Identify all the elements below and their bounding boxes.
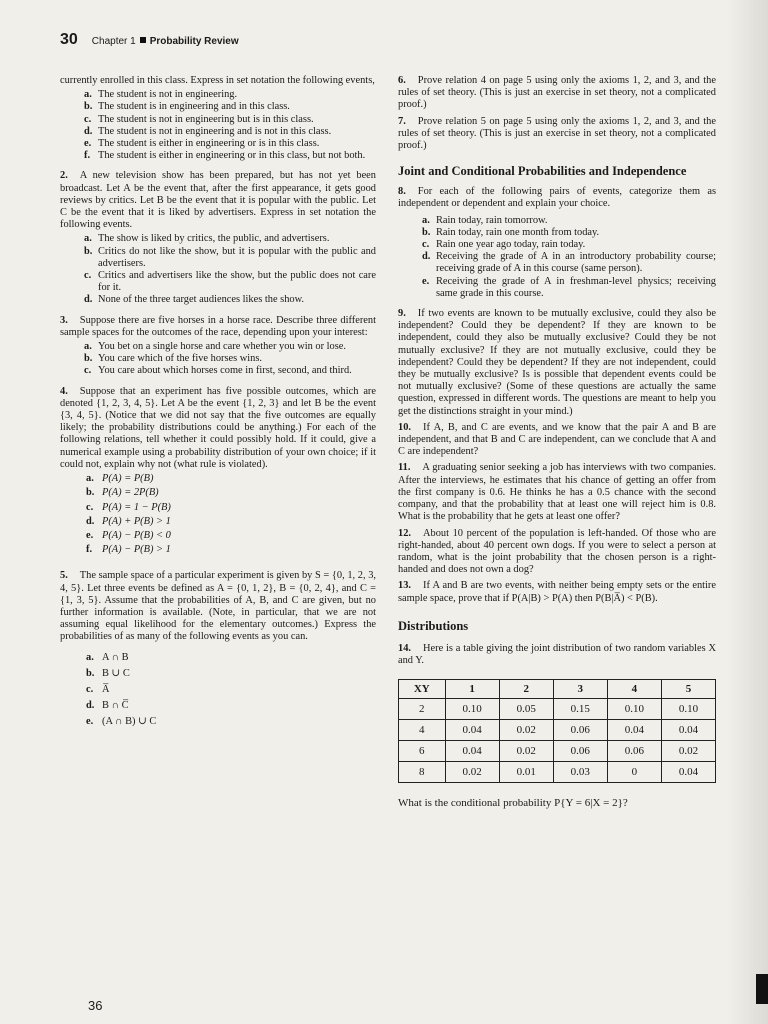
item-label: c. — [84, 365, 92, 377]
table-cell: 0.04 — [607, 720, 661, 741]
table-cell: 6 — [399, 741, 446, 762]
table-cell: 0.02 — [661, 741, 715, 762]
item-text: A ∩ B — [102, 651, 129, 663]
chapter-title: Probability Review — [149, 36, 239, 47]
list-item — [60, 101, 376, 113]
table-cell: 0.05 — [499, 699, 553, 720]
item-label: d. — [84, 125, 93, 137]
list-item — [60, 233, 376, 245]
problem-number: 10. — [398, 421, 411, 433]
list-item — [60, 341, 376, 353]
list-item — [60, 684, 376, 696]
item-text: A̅ — [102, 683, 110, 695]
table-header-cell: 5 — [661, 680, 715, 699]
item-text: You bet on a single horse and care whether you win or lose. — [98, 341, 346, 353]
item-text: Rain one year ago today, rain today. — [436, 239, 586, 251]
scan-corner-mark — [756, 974, 768, 1004]
list-item — [60, 473, 376, 485]
item-label: f. — [84, 150, 91, 162]
problem-number: 5. — [60, 570, 68, 582]
problem-13 — [398, 580, 716, 604]
item-label: a. — [84, 341, 92, 353]
problem-1-intro: currently enrolled in this class. Express in set notation the following events, — [60, 75, 375, 86]
table-cell: 2 — [399, 699, 446, 720]
running-header — [60, 31, 239, 49]
problem-10 — [398, 422, 716, 459]
table-header-cell: 1 — [445, 680, 499, 699]
list-item — [60, 502, 376, 514]
list-item — [60, 668, 376, 680]
problem-number: 11. — [398, 462, 411, 474]
item-label: f. — [86, 544, 93, 556]
problem-number: 4. — [60, 385, 68, 397]
table-cell: 0.06 — [553, 741, 607, 762]
table-header-row — [399, 680, 716, 699]
square-bullet-icon — [140, 37, 146, 43]
table-cell: 0.06 — [553, 720, 607, 741]
list-item — [60, 652, 376, 664]
table-cell: 0.04 — [661, 762, 715, 783]
table-cell: 0.10 — [607, 699, 661, 720]
problem-text: Suppose that an experiment has five possible outcomes, which are denoted {1, 2, 3, 4, 5}. Let A be the event {1, 2, 3} and let B be the event {3, 4, 5}. (Notice that we did not say that the five outcomes are equally likely; the probability distributions could be anything.) For each of the following relations, tell whether it could possibly hold. If it could, give a numerical example using a probability distribution of your own choice; if it could not, explain why not (what rule is violated). — [60, 385, 376, 470]
table-cell: 0.03 — [553, 762, 607, 783]
table-cell: 0.04 — [661, 720, 715, 741]
problem-number: 6. — [398, 75, 406, 86]
item-text: B ∩ C̅ — [102, 700, 129, 712]
item-label: c. — [86, 683, 94, 695]
item-text: P(A) − P(B) > 1 — [102, 544, 171, 556]
table-header-cell: 3 — [553, 680, 607, 699]
problem-7 — [398, 116, 716, 153]
item-text: The student is not in engineering. — [98, 89, 238, 101]
problem-number: 7. — [398, 115, 406, 127]
item-text: Critics do not like the show, but it is popular with the public and advertisers. — [98, 245, 376, 269]
item-label: b. — [86, 487, 95, 499]
list-item — [398, 276, 716, 300]
problem-6 — [398, 75, 716, 112]
item-text: P(A) − P(B) < 0 — [102, 529, 171, 541]
table-row — [399, 699, 716, 720]
list-item — [60, 487, 376, 499]
table-cell: 0.10 — [445, 699, 499, 720]
list-item — [60, 365, 376, 377]
problem-text: A graduating senior seeking a job has interviews with two companies. After the interviews, he estimates that his chance of getting an offer from the first company is 0.6. He thinks he has a 0.5 chance with the second company, and that the probability that at least one will reject him is 0.8. What is the probability that he gets at least one offer? — [398, 462, 716, 523]
list-item — [60, 294, 376, 306]
problem-text: Suppose there are five horses in a horse race. Describe three different sample spaces for the outcomes of the race, depending upon your interest: — [60, 314, 376, 338]
list-item — [60, 89, 376, 101]
list-item — [60, 700, 376, 712]
item-text: P(A) = P(B) — [102, 473, 154, 485]
problem-number: 13. — [398, 580, 411, 592]
table-cell: 0.04 — [445, 741, 499, 762]
item-label: e. — [86, 529, 94, 541]
list-item — [60, 114, 376, 126]
problem-8-items — [398, 215, 716, 300]
problem-5-items — [60, 652, 376, 729]
list-item — [398, 239, 716, 251]
item-label: c. — [86, 501, 94, 513]
right-column — [398, 75, 716, 809]
table-cell: 0.02 — [445, 762, 499, 783]
problem-4-items — [60, 473, 376, 556]
item-label: b. — [84, 353, 93, 365]
problem-number: 14. — [398, 642, 411, 654]
item-label: c. — [422, 239, 430, 251]
problem-text: About 10 percent of the population is left-handed. Of those who are right-handed, about 40 percent own dogs. If you were to select a person at random, what is the joint probability that the chosen person is a right-handed and does not own a dog? — [398, 527, 716, 576]
list-item — [60, 544, 376, 556]
left-column — [60, 75, 376, 729]
problem-5 — [60, 570, 376, 643]
item-text: P(A) = 1 − P(B) — [102, 501, 171, 513]
list-item — [398, 215, 716, 227]
item-label: e. — [86, 716, 94, 728]
problem-text: Here is a table giving the joint distribution of two random variables X and Y. — [398, 642, 716, 666]
problem-9 — [398, 308, 716, 418]
page-number: 30 — [60, 31, 78, 48]
table-cell: 0 — [607, 762, 661, 783]
item-text: Rain today, rain one month from today. — [436, 226, 600, 238]
item-text: You care which of the five horses wins. — [98, 353, 263, 365]
problem-4 — [60, 386, 376, 471]
problem-text: If A and B are two events, with neither being empty sets or the entire sample space, prove that if P(A|B) > P(A) then P(B|A̅) < P(B). — [398, 580, 716, 604]
item-label: e. — [84, 138, 92, 150]
table-header-cell: 4 — [607, 680, 661, 699]
item-label: b. — [84, 101, 93, 113]
item-label: b. — [84, 245, 93, 257]
table-header-cell: XY — [399, 680, 446, 699]
table-cell: 0.10 — [661, 699, 715, 720]
item-label: a. — [84, 233, 92, 245]
problem-3-items — [60, 341, 376, 378]
problem-3 — [60, 315, 376, 339]
problem-2-items — [60, 233, 376, 306]
problem-text: Prove relation 4 on page 5 using only the axioms 1, 2, and 3, and the rules of set theory. (This is just an exercise in set theory, not a complicated proof.) — [398, 75, 716, 111]
section-heading-distributions: Distributions — [398, 618, 469, 633]
problem-text: For each of the following pairs of events, categorize them as independent or dependent and explain your choice. — [398, 186, 716, 210]
item-text: The student is either in engineering or is in this class. — [98, 138, 320, 150]
problem-number: 8. — [398, 186, 406, 198]
problem-text: If two events are known to be mutually exclusive, could they also be independent? Could they be dependent? If they are known to be independent, could they also be mutually exclusive? Could they be not mutually exclusive? If they are not mutually exclusive, could they be independent? Could they be dependent? If they are not independent, could they be mutually exclusive? Is is possible that dependent events could be not mutually exclusive? (Some of these questions are actually the same question, expressed in different words. The questions are meant to help you get the distinctions straight in your mind.) — [398, 308, 716, 417]
item-text: Receiving the grade of A in freshman-level physics; receiving same grade in this course. — [436, 275, 716, 299]
list-item — [60, 150, 376, 162]
table-cell: 0.15 — [553, 699, 607, 720]
item-label: d. — [84, 294, 93, 306]
table-row — [399, 741, 716, 762]
chapter-text: Chapter 1 — [91, 36, 136, 47]
item-text: Critics and advertisers like the show, but the public does not care for it. — [98, 270, 376, 294]
joint-distribution-table — [398, 679, 716, 783]
table-cell: 0.06 — [607, 741, 661, 762]
table-cell: 8 — [399, 762, 446, 783]
problem-text: If A, B, and C are events, and we know that the pair A and B are independent, and that B and C are independent, can we conclude that A and C are independent? — [398, 421, 716, 458]
item-label: a. — [422, 214, 430, 226]
problem-8 — [398, 186, 716, 210]
item-label: c. — [84, 113, 92, 125]
problem-2 — [60, 170, 376, 231]
item-text: None of the three target audiences likes the show. — [98, 294, 305, 306]
problem-number: 9. — [398, 308, 406, 320]
problem-text: Prove relation 5 on page 5 using only the axioms 1, 2, and 3, and the rules of set theory. (This is just an exercise in set theory, not a complicated proof.) — [398, 115, 716, 152]
list-item — [398, 227, 716, 239]
table-row — [399, 720, 716, 741]
item-text: P(A) = 2P(B) — [102, 487, 159, 499]
list-item — [60, 126, 376, 138]
item-text: The student is in engineering and in this class. — [98, 101, 290, 113]
list-item — [60, 530, 376, 542]
list-item — [60, 716, 376, 728]
item-label: d. — [86, 515, 95, 527]
problem-number: 2. — [60, 170, 68, 182]
item-label: e. — [422, 275, 430, 287]
item-text: (A ∩ B) ∪ C — [102, 716, 157, 728]
table-cell: 4 — [399, 720, 446, 741]
chapter-label — [92, 36, 239, 47]
item-label: d. — [422, 251, 431, 263]
item-text: The student is not in engineering and is not in this class. — [98, 125, 332, 137]
item-label: c. — [84, 270, 92, 282]
problem-text: A new television show has been prepared, but has not yet been broadcast. Let A be the event that, after the first appearance, it gets good reviews by critics. Let B be the event that it is popular with the public. Let C be the event that it is liked by advertisers. Express in set notation the following events. — [60, 170, 376, 231]
section-heading-joint-conditional: Joint and Conditional Probabilities and Independence — [398, 164, 687, 179]
item-text: Rain today, rain tomorrow. — [436, 214, 548, 226]
problem-14-question: What is the conditional probability P{Y = 6|X = 2}? — [398, 797, 628, 810]
table-header-cell: 2 — [499, 680, 553, 699]
problem-14 — [398, 643, 716, 667]
problem-1-items — [60, 89, 376, 162]
problem-text: The sample space of a particular experiment is given by S = {0, 1, 2, 3, 4, 5}. Let three events be defined as A = {0, 1, 2}, B = {0, 2, 4}, and C = {1, 3, 5}. Assume that the probabilities of A, B, and C are given, but no further information is available. (Note, in particular, that we are not assuming equal likelihood for the elementary outcomes.) Express the probabilities of as many of the following events as you can. — [60, 570, 376, 643]
item-text: The student is not in engineering but is in this class. — [98, 113, 314, 125]
item-text: The show is liked by critics, the public, and advertisers. — [98, 233, 330, 245]
problem-11 — [398, 462, 716, 523]
list-item — [398, 251, 716, 275]
item-label: a. — [86, 651, 94, 663]
item-label: b. — [86, 667, 95, 679]
item-text: B ∪ C — [102, 667, 130, 679]
list-item — [60, 138, 376, 150]
problem-12 — [398, 528, 716, 577]
table-cell: 0.02 — [499, 741, 553, 762]
item-label: d. — [86, 700, 95, 712]
item-label: a. — [84, 89, 92, 101]
list-item — [60, 270, 376, 294]
problem-number: 3. — [60, 314, 68, 326]
problem-number: 12. — [398, 527, 411, 539]
table-cell: 0.01 — [499, 762, 553, 783]
list-item — [60, 353, 376, 365]
footer-page-number: 36 — [88, 998, 103, 1013]
item-text: Receiving the grade of A in an introductory probability course; receiving grade of A in this course (same person). — [436, 251, 716, 275]
table-cell: 0.04 — [445, 720, 499, 741]
list-item — [60, 246, 376, 270]
item-label: b. — [422, 226, 431, 238]
item-label: a. — [86, 473, 94, 485]
list-item — [60, 516, 376, 528]
item-text: P(A) + P(B) > 1 — [102, 515, 171, 527]
page-edge-shadow — [728, 0, 768, 1024]
table-row — [399, 762, 716, 783]
item-text: You care about which horses come in first, second, and third. — [98, 365, 352, 377]
table-cell: 0.02 — [499, 720, 553, 741]
item-text: The student is either in engineering or in this class, but not both. — [98, 150, 366, 162]
